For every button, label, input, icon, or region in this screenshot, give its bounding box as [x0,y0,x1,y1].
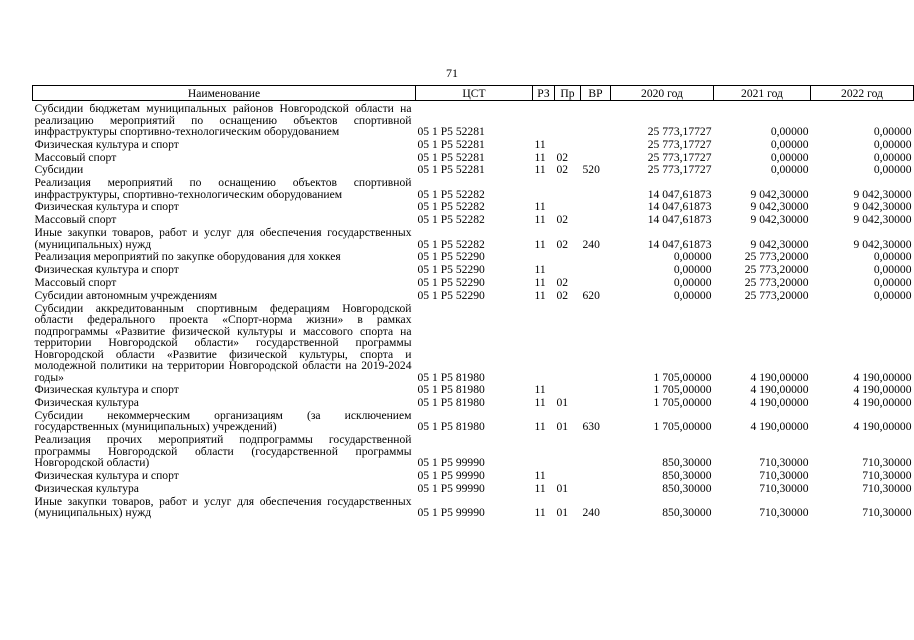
row-2022: 4 190,00000 [853,383,912,397]
row-2022: 9 042,30000 [853,237,912,251]
row-2022: 0,00000 [873,137,912,151]
row-cst: 05 1 P5 52282 [417,213,485,227]
row-2022: 4 190,00000 [853,396,912,410]
row-rz [533,303,555,385]
row-vr [581,303,611,385]
row-2022: 4 190,00000 [853,370,912,384]
row-2022: 0,00000 [873,150,912,164]
row-rz: 11 [534,481,546,495]
row-vr [581,177,611,201]
row-rz: 11 [534,150,546,164]
row-2022: 710,30000 [862,469,912,483]
row-vr [581,101,611,139]
row-rz: 11 [534,469,546,483]
row-vr [581,397,611,410]
row-2022: 9 042,30000 [853,200,912,214]
row-pr [555,434,581,470]
row-vr [581,470,611,483]
row-2020: 1 705,00000 [653,420,712,434]
table-row [33,470,914,483]
header-2022: 2022 год [811,86,914,101]
row-2021: 25 773,20000 [744,288,809,302]
row-pr: 02 [556,275,569,289]
row-2022: 0,00000 [873,163,912,177]
row-rz [533,177,555,201]
row-pr: 01 [556,420,569,434]
row-2022: 710,30000 [862,506,912,520]
row-cst: 05 1 P5 52282 [417,237,485,251]
row-cst: 05 1 P5 99990 [417,481,485,495]
row-2022: 4 190,00000 [853,420,912,434]
row-rz: 11 [534,200,546,214]
row-vr [581,214,611,227]
row-2021: 4 190,00000 [750,420,809,434]
row-2020: 1 705,00000 [653,396,712,410]
row-2020: 25 773,17727 [647,163,712,177]
header-row [33,86,914,101]
row-vr [581,483,611,496]
row-vr: 240 [582,506,600,520]
table-row [33,139,914,152]
row-2021: 710,30000 [759,469,809,483]
row-2020: 1 705,00000 [653,383,712,397]
row-2022: 0,00000 [873,288,912,302]
row-2022: 9 042,30000 [853,213,912,227]
row-2021: 4 190,00000 [750,396,809,410]
row-cst: 05 1 P5 52282 [417,200,485,214]
row-2022: 0,00000 [873,275,912,289]
row-2020: 850,30000 [662,481,712,495]
row-pr: 01 [556,481,569,495]
row-name: Физическая культура и спорт [34,469,179,483]
row-cst: 05 1 P5 81980 [417,370,485,384]
row-pr: 02 [556,163,569,177]
row-vr: 620 [582,288,600,302]
row-pr: 02 [556,213,569,227]
row-rz: 11 [534,420,546,434]
header-rz: РЗ [533,86,555,101]
row-2022: 0,00000 [873,125,912,138]
row-vr [581,139,611,152]
row-pr [555,177,581,201]
row-2021: 0,00000 [770,150,809,164]
row-name: Физическая культура и спорт [34,263,179,277]
row-pr [555,139,581,152]
table-row [33,303,914,385]
row-2022: 9 042,30000 [853,187,912,201]
row-2022: 710,30000 [862,481,912,495]
row-name: Физическая культура и спорт [34,200,179,214]
table-row [33,227,914,251]
row-vr [581,201,611,214]
row-2020: 0,00000 [673,250,712,264]
row-2021: 25 773,20000 [744,275,809,289]
row-2021: 0,00000 [770,137,809,151]
table-row [33,410,914,434]
row-cst: 05 1 P5 81980 [417,383,485,397]
row-cst: 05 1 P5 52282 [417,187,485,201]
row-name: Субсидии аккредитованным спортивным федерациям Новгородской области федерального проекта «Спорт-норма жизни» в рамках подпрограммы «Развитие физической культуры и массового спорта на территории Новгородской области» государственной программы Новгородской области «Развитие физической культуры, спорта и молодежной политики на территории Новгородской области на 2019-2024 годы» [34,301,412,384]
row-pr [555,470,581,483]
row-cst: 05 1 P5 52281 [417,150,485,164]
row-rz: 11 [534,383,546,397]
row-2020: 14 047,61873 [647,200,712,214]
page-number: 71 [446,66,458,80]
row-rz: 11 [534,237,546,251]
row-pr: 02 [556,237,569,251]
row-2020: 0,00000 [673,263,712,277]
row-name: Субсидии некоммерческим организациям (за исключением государственных (муниципальных) учреждений) [34,408,412,434]
row-vr [581,264,611,277]
row-rz: 11 [534,263,546,277]
row-name: Иные закупки товаров, работ и услуг для обеспечения государственных (муниципальных) нужд [34,226,412,251]
row-2020: 850,30000 [662,469,712,483]
row-rz: 11 [534,288,546,302]
row-cst: 05 1 P5 52281 [417,137,485,151]
row-cst: 05 1 P5 81980 [417,420,485,434]
row-2020: 14 047,61873 [647,187,712,201]
row-2021: 25 773,20000 [744,263,809,277]
row-cst: 05 1 P5 52281 [417,163,485,177]
row-pr: 02 [556,150,569,164]
row-2021: 9 042,30000 [750,200,809,214]
row-cst: 05 1 P5 99990 [417,506,485,520]
row-cst: 05 1 P5 52281 [417,125,485,138]
row-2021: 710,30000 [759,506,809,520]
row-2021: 0,00000 [770,125,809,138]
row-pr: 01 [556,506,569,520]
row-rz: 11 [534,137,546,151]
row-pr [555,251,581,264]
row-name: Реализация мероприятий по закупке оборудования для хоккея [34,250,341,264]
row-rz [533,434,555,470]
row-2020: 25 773,17727 [647,137,712,151]
row-name: Реализация прочих мероприятий подпрограммы государственной программы Новгородской области (государственной программы Новгородской области) [34,433,412,470]
row-rz: 11 [534,506,546,520]
row-name: Массовый спорт [34,150,117,164]
row-name: Иные закупки товаров, работ и услуг для обеспечения государственных (муниципальных) нужд [34,494,412,520]
table-row [33,496,914,520]
row-vr [581,384,611,397]
row-2020: 0,00000 [673,275,712,289]
row-2020: 1 705,00000 [653,370,712,384]
row-2020: 850,30000 [662,456,712,470]
row-2022: 710,30000 [862,456,912,470]
table-row [33,177,914,201]
row-cst: 05 1 P5 52290 [417,263,485,277]
table-row [33,101,914,139]
row-vr [581,251,611,264]
row-pr: 01 [556,396,569,410]
row-name: Физическая культура и спорт [34,137,179,151]
row-name: Физическая культура [34,481,139,495]
row-cst: 05 1 P5 52290 [417,250,485,264]
row-name: Физическая культура и спорт [34,383,179,397]
row-rz: 11 [534,163,546,177]
row-2021: 0,00000 [770,163,809,177]
header-2021: 2021 год [714,86,811,101]
row-vr: 520 [582,163,600,177]
row-2020: 850,30000 [662,506,712,520]
row-2020: 25 773,17727 [647,150,712,164]
row-2022: 0,00000 [873,263,912,277]
row-2021: 25 773,20000 [744,250,809,264]
header-2020: 2020 год [611,86,714,101]
row-name: Субсидии бюджетам муниципальных районов Новгородской области на реализацию мероприятий по оснащению объектов спортивной инфраструктуры спортивно-технологическим оборудованием [34,102,412,138]
row-2021: 4 190,00000 [750,383,809,397]
table-row [33,290,914,303]
row-vr [581,277,611,290]
table-body [33,101,914,520]
header-pr: Пр [555,86,581,101]
row-vr: 240 [582,237,600,251]
row-rz: 11 [534,213,546,227]
row-2020: 14 047,61873 [647,237,712,251]
row-rz: 11 [534,396,546,410]
header-name: Наименование [33,86,416,101]
row-rz: 11 [534,275,546,289]
row-name: Субсидии [34,163,84,177]
row-name: Субсидии автономным учреждениям [34,288,218,302]
row-2020: 14 047,61873 [647,213,712,227]
row-2021: 4 190,00000 [750,370,809,384]
row-name: Массовый спорт [34,275,117,289]
row-2021: 9 042,30000 [750,237,809,251]
row-pr: 02 [556,288,569,302]
row-name: Реализация мероприятий по оснащению объектов спортивной инфраструктуры, спортивно-технологическим оборудованием [34,176,412,201]
row-2021: 710,30000 [759,481,809,495]
row-2021: 9 042,30000 [750,213,809,227]
header-vr: ВР [581,86,611,101]
row-2021: 710,30000 [759,456,809,470]
row-cst: 05 1 P5 52290 [417,288,485,302]
row-cst: 05 1 P5 81980 [417,396,485,410]
row-cst: 05 1 P5 52290 [417,275,485,289]
row-2020: 0,00000 [673,288,712,302]
row-2022: 0,00000 [873,250,912,264]
row-cst: 05 1 P5 99990 [417,456,485,470]
row-pr [555,303,581,385]
header-cst: ЦСТ [416,86,533,101]
row-vr: 630 [582,420,600,434]
row-vr [581,434,611,470]
row-name: Массовый спорт [34,213,117,227]
row-name: Физическая культура [34,396,139,410]
table-row [33,277,914,290]
row-2020: 25 773,17727 [647,125,712,138]
budget-table [32,85,914,520]
row-cst: 05 1 P5 99990 [417,469,485,483]
row-rz [533,101,555,139]
table-header [33,86,914,101]
row-2021: 9 042,30000 [750,187,809,201]
table-row [33,434,914,470]
table-row [33,483,914,496]
row-pr [555,101,581,139]
